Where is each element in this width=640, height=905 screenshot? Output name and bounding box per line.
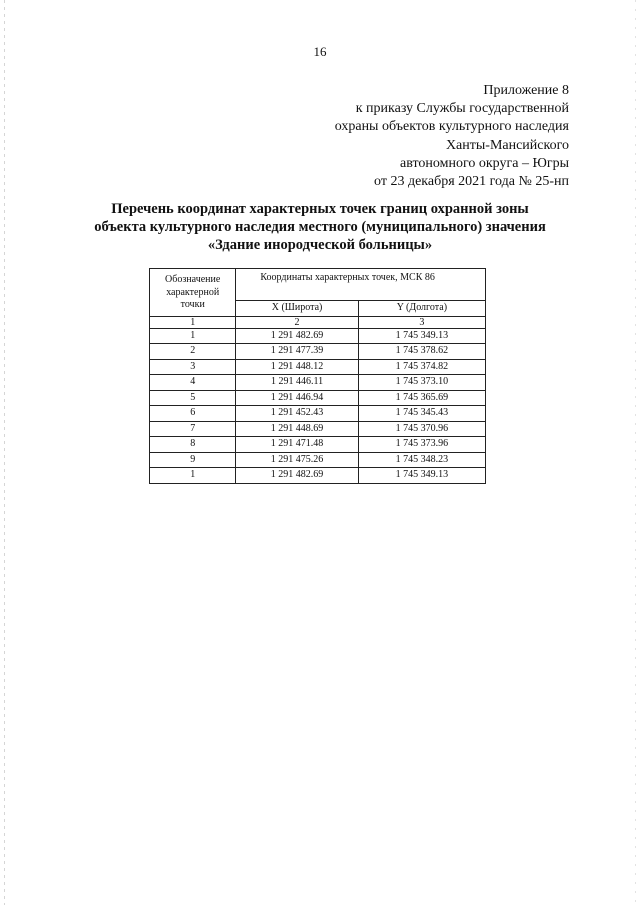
appendix-line: автономного округа – Югры: [400, 155, 569, 171]
y-cell: 1 745 373.10: [358, 375, 485, 391]
title-line: Перечень координат характерных точек границ охранной зоны: [111, 201, 529, 217]
point-cell: 9: [150, 452, 236, 468]
point-cell: 4: [150, 375, 236, 391]
table-row: [150, 421, 486, 437]
x-cell: 1 291 446.94: [236, 390, 358, 406]
document-title: [60, 200, 580, 254]
point-cell: 1: [150, 468, 236, 484]
coordinates-group-header: Координаты характерных точек, МСК 86: [236, 269, 486, 301]
column-index: 2: [236, 316, 358, 328]
appendix-block: [269, 82, 569, 191]
x-cell: 1 291 448.69: [236, 421, 358, 437]
y-cell: 1 745 373.96: [358, 437, 485, 453]
point-column-header: [150, 269, 236, 317]
x-cell: 1 291 448.12: [236, 359, 358, 375]
y-cell: 1 745 348.23: [358, 452, 485, 468]
y-cell: 1 745 345.43: [358, 406, 485, 422]
point-cell: 3: [150, 359, 236, 375]
x-cell: 1 291 475.26: [236, 452, 358, 468]
y-cell: 1 745 378.62: [358, 344, 485, 360]
appendix-line: Ханты-Мансийского: [445, 137, 569, 153]
header-line: Обозначение: [165, 274, 221, 285]
coordinates-table: [149, 268, 486, 484]
scan-edge-right: [635, 0, 636, 905]
header-line: точки: [180, 299, 205, 310]
appendix-line: Приложение 8: [483, 83, 569, 98]
point-cell: 5: [150, 390, 236, 406]
y-cell: 1 745 349.13: [358, 468, 485, 484]
column-index: 1: [150, 316, 236, 328]
appendix-line: охраны объектов культурного наследия: [334, 119, 569, 135]
table-row: [150, 375, 486, 391]
point-cell: 1: [150, 328, 236, 344]
table-row: [150, 406, 486, 422]
x-cell: 1 291 446.11: [236, 375, 358, 391]
column-index-row: [150, 316, 486, 328]
scan-edge-left: [4, 0, 5, 905]
y-cell: 1 745 370.96: [358, 421, 485, 437]
table-row: [150, 344, 486, 360]
point-cell: 6: [150, 406, 236, 422]
x-column-header: X (Широта): [236, 301, 358, 317]
header-line: характерной: [166, 286, 220, 298]
point-cell: 7: [150, 421, 236, 437]
y-cell: 1 745 349.13: [358, 328, 485, 344]
x-cell: 1 291 482.69: [236, 468, 358, 484]
y-column-header: Y (Долгота): [358, 301, 485, 317]
y-cell: 1 745 365.69: [358, 390, 485, 406]
point-cell: 2: [150, 344, 236, 360]
table-row: [150, 452, 486, 468]
x-cell: 1 291 477.39: [236, 344, 358, 360]
title-line: объекта культурного наследия местного (муниципального) значения: [94, 219, 546, 235]
appendix-line: к приказу Службы государственной: [355, 101, 569, 117]
table-row: [150, 437, 486, 453]
x-cell: 1 291 471.48: [236, 437, 358, 453]
title-line: «Здание инородческой больницы»: [207, 237, 433, 253]
x-cell: 1 291 482.69: [236, 328, 358, 344]
table-row: [150, 468, 486, 484]
table-row: [150, 359, 486, 375]
appendix-line: от 23 декабря 2021 года № 25-нп: [374, 174, 569, 190]
table-row: [150, 390, 486, 406]
page-number: 16: [313, 44, 327, 59]
y-cell: 1 745 374.82: [358, 359, 485, 375]
x-cell: 1 291 452.43: [236, 406, 358, 422]
point-cell: 8: [150, 437, 236, 453]
table-body: [150, 316, 486, 483]
column-index: 3: [358, 316, 485, 328]
table-row: [150, 328, 486, 344]
